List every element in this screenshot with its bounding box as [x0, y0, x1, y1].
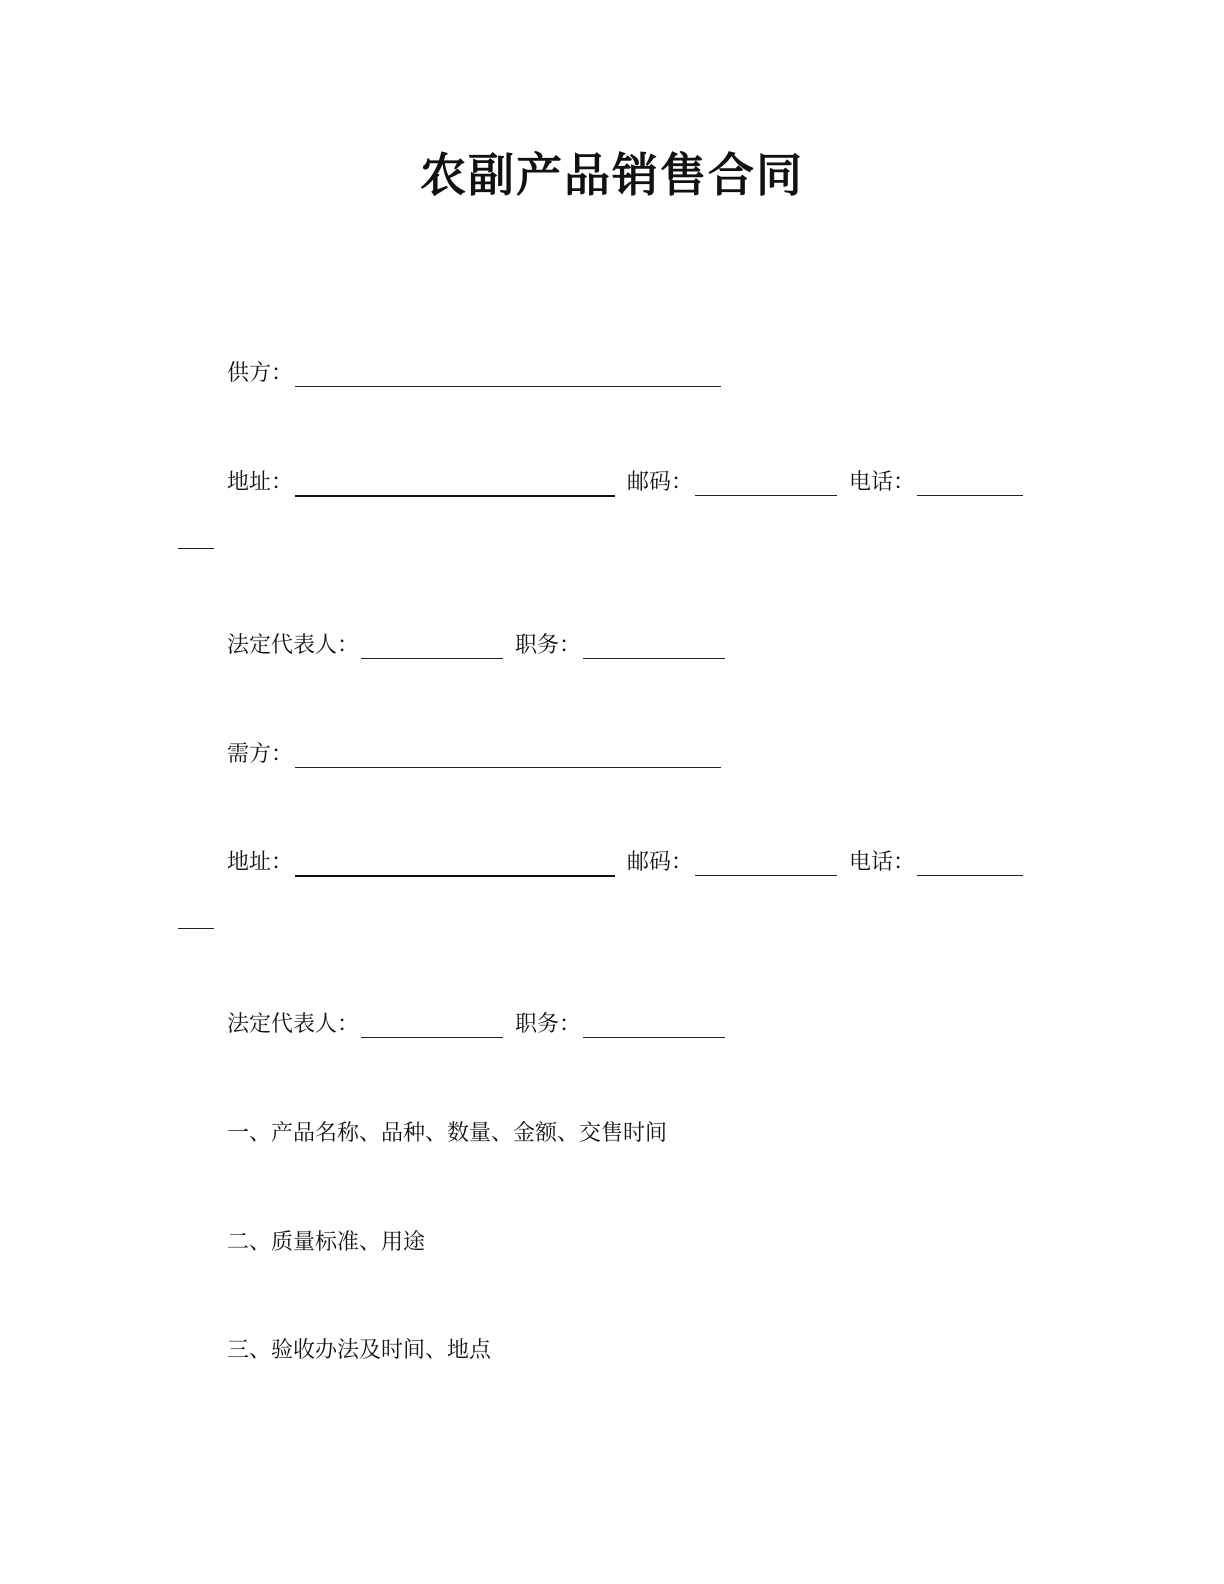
supplier-name-row [227, 358, 721, 390]
supplier-phone-blank-continuation [178, 548, 214, 549]
buyer-rep-blank[interactable] [361, 1009, 503, 1038]
section-heading-3: 三、验收办法及时间、地点 [227, 1338, 492, 1363]
buyer-position-blank[interactable] [583, 1009, 725, 1038]
buyer-postcode-blank[interactable] [695, 847, 837, 876]
buyer-phone-blank-continuation [178, 928, 214, 929]
buyer-rep-label: 法定代表人： [227, 1012, 360, 1037]
section-heading-1: 一、产品名称、品种、数量、金额、交售时间 [227, 1121, 668, 1146]
buyer-address-blank[interactable] [295, 847, 615, 877]
buyer-position-label: 职务： [515, 1012, 582, 1037]
supplier-label: 供方： [227, 361, 294, 386]
buyer-address-row [227, 847, 1023, 879]
supplier-phone-label: 电话： [849, 470, 916, 495]
buyer-phone-blank[interactable] [917, 847, 1023, 876]
buyer-name-blank[interactable] [295, 739, 721, 768]
section-heading-2: 二、质量标准、用途 [227, 1230, 426, 1255]
supplier-postcode-label: 邮码： [627, 470, 694, 495]
supplier-address-label: 地址： [227, 470, 294, 495]
supplier-position-label: 职务： [515, 633, 582, 658]
buyer-rep-row [227, 1009, 725, 1041]
buyer-name-row [227, 739, 721, 771]
buyer-phone-label: 电话： [849, 850, 916, 875]
buyer-postcode-label: 邮码： [627, 850, 694, 875]
supplier-rep-blank[interactable] [361, 630, 503, 659]
supplier-name-blank[interactable] [295, 358, 721, 387]
supplier-address-blank[interactable] [295, 467, 615, 497]
supplier-rep-label: 法定代表人： [227, 633, 360, 658]
page-title: 农副产品销售合同 [420, 148, 804, 202]
supplier-address-row [227, 467, 1023, 499]
buyer-address-label: 地址： [227, 850, 294, 875]
supplier-phone-blank[interactable] [917, 467, 1023, 496]
supplier-rep-row [227, 630, 725, 662]
supplier-postcode-blank[interactable] [695, 467, 837, 496]
buyer-label: 需方： [227, 742, 294, 767]
supplier-position-blank[interactable] [583, 630, 725, 659]
